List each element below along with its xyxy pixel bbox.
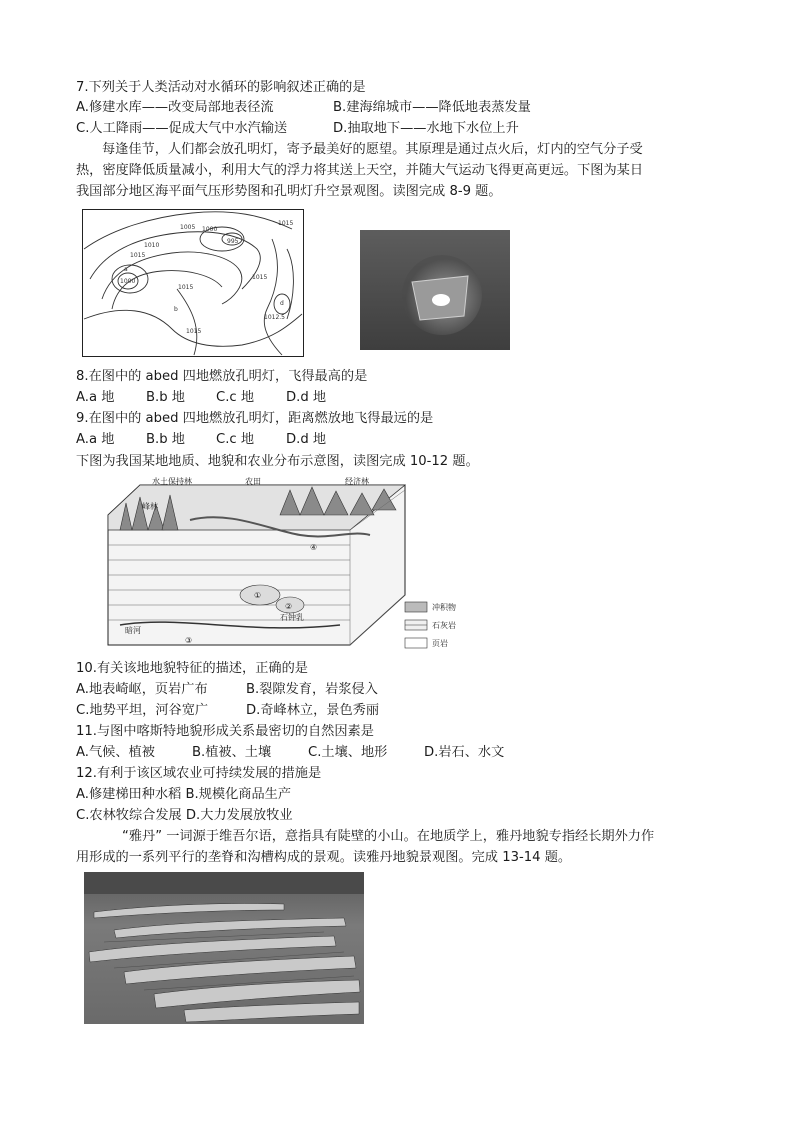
marker-1: ① bbox=[254, 591, 262, 600]
q7-option-c: C.人工降雨——促成大气中水汽输送 bbox=[76, 121, 288, 136]
label-underground-river: 暗河 bbox=[125, 626, 141, 635]
legend-limestone: 石灰岩 bbox=[432, 621, 456, 630]
q10-stem: 10.有关该地地貌特征的描述，正确的是 bbox=[76, 661, 308, 676]
karst-block-diagram bbox=[100, 475, 510, 653]
legend-shale: 页岩 bbox=[432, 639, 448, 648]
isobar-label: 1015 bbox=[178, 284, 194, 291]
q7-option-d: D.抽取地下——水地下水位上升 bbox=[333, 121, 519, 136]
marker-3: ③ bbox=[185, 636, 193, 645]
passage1-line2: 热，密度降低质量减小，利用大气的浮力将其送上天空，并随大气运动飞得更高更远。下图为某日 bbox=[76, 163, 644, 178]
label-soil-conservation-forest: 水土保持林 bbox=[152, 477, 192, 486]
q12-options-cd: C.农林牧综合发展 D.大力发展放牧业 bbox=[76, 808, 293, 823]
q12-stem: 12.有利于该区域农业可持续发展的措施是 bbox=[76, 766, 322, 781]
q9-option-c: C.c 地 bbox=[216, 432, 255, 447]
passage1-line3: 我国部分地区海平面气压形势图和孔明灯升空景观图。读图完成 8-9 题。 bbox=[76, 184, 502, 199]
q9-option-a: A.a 地 bbox=[76, 432, 115, 447]
yardang-landscape-photo bbox=[84, 872, 364, 1024]
label-stalactite: 石钟乳 bbox=[280, 613, 304, 622]
q10-option-d: D.奇峰林立，景色秀丽 bbox=[246, 703, 380, 718]
q11-option-d: D.岩石、水文 bbox=[424, 745, 505, 760]
isobar-label: 1010 bbox=[144, 242, 160, 249]
q9-option-d: D.d 地 bbox=[286, 432, 327, 447]
isobar-label: 1015 bbox=[252, 274, 268, 281]
q8-option-a: A.a 地 bbox=[76, 390, 115, 405]
isobar-label: 995 bbox=[227, 238, 239, 245]
q11-option-a: A.气候、植被 bbox=[76, 745, 155, 760]
q11-stem: 11.与图中喀斯特地貌形成关系最密切的自然因素是 bbox=[76, 724, 374, 739]
q8-option-c: C.c 地 bbox=[216, 390, 255, 405]
passage2-line2: 用形成的一系列平行的垄脊和沟槽构成的景观。读雅丹地貌景观图。完成 13-14 题。 bbox=[76, 850, 572, 865]
isobar-label: 1015 bbox=[130, 252, 146, 259]
diagram-legend bbox=[405, 602, 456, 648]
isobar-label: 1000 bbox=[202, 226, 218, 233]
q11-option-b: B.植被、土壤 bbox=[192, 745, 272, 760]
label-farmland: 农田 bbox=[245, 477, 261, 486]
isobar-label: 1015 bbox=[186, 328, 202, 335]
q9-stem: 9.在图中的 abed 四地燃放孔明灯，距离燃放地飞得最远的是 bbox=[76, 411, 434, 426]
label-economic-forest: 经济林 bbox=[345, 477, 369, 486]
label-peak-forest: 峰林 bbox=[142, 502, 158, 511]
q10-option-a: A.地表崎岖，页岩广布 bbox=[76, 682, 208, 697]
isobar-label: 1012.5 bbox=[264, 314, 285, 321]
isobar-point-d: d bbox=[280, 300, 284, 307]
q8-option-d: D.d 地 bbox=[286, 390, 327, 405]
q12-options-ab: A.修建梯田种水稻 B.规模化商品生产 bbox=[76, 787, 292, 802]
q7-option-b: B.建海绵城市——降低地表蒸发量 bbox=[333, 100, 531, 115]
isobar-point-a: a bbox=[124, 266, 128, 273]
legend-alluvium: 冲积物 bbox=[432, 603, 456, 612]
isobar-label: 1000 bbox=[120, 278, 136, 285]
q7-stem: 7.下列关于人类活动对水循环的影响叙述正确的是 bbox=[76, 80, 366, 95]
q9-option-b: B.b 地 bbox=[146, 432, 185, 447]
isobar-label: 1015 bbox=[278, 220, 294, 227]
q11-option-c: C.土壤、地形 bbox=[308, 745, 388, 760]
isobar-label: 1005 bbox=[180, 224, 196, 231]
isobar-map bbox=[82, 209, 304, 357]
q10-option-c: C.地势平坦，河谷宽广 bbox=[76, 703, 209, 718]
sky-lantern-photo bbox=[360, 230, 510, 350]
passage1-line1: 每逢佳节，人们都会放孔明灯，寄予最美好的愿望。其原理是通过点火后，灯内的空气分子受 bbox=[102, 142, 643, 157]
marker-4: ④ bbox=[310, 543, 318, 552]
marker-2: ② bbox=[285, 602, 293, 611]
intro-10-12: 下图为我国某地地质、地貌和农业分布示意图，读图完成 10-12 题。 bbox=[76, 454, 479, 469]
passage2-line1: “雅丹” 一词源于维吾尔语，意指具有陡壁的小山。在地质学上，雅丹地貌专指经长期外力作 bbox=[122, 829, 655, 844]
isobar-point-b: b bbox=[174, 306, 178, 313]
q8-option-b: B.b 地 bbox=[146, 390, 185, 405]
q10-option-b: B.裂隙发育，岩浆侵入 bbox=[246, 682, 378, 697]
q7-option-a: A.修建水库——改变局部地表径流 bbox=[76, 100, 274, 115]
q8-stem: 8.在图中的 abed 四地燃放孔明灯，飞得最高的是 bbox=[76, 369, 368, 384]
